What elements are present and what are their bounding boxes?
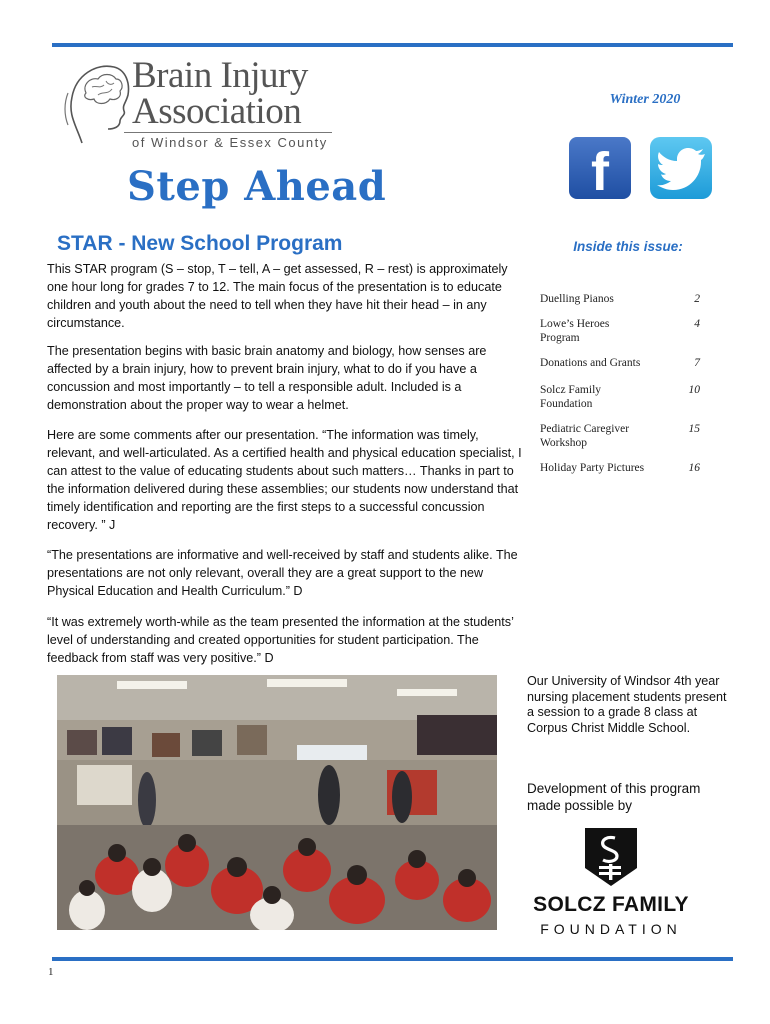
paragraph-1: This STAR program (S – stop, T – tell, A – get assessed, R – rest) is approximately one hour long for grades 7 to 12. The main focus of the presentation is to educate children and youth about the need to tell when they have hit their head – in any circumstance. <box>47 262 508 330</box>
toc-item-label: Holiday Party Pictures <box>540 462 645 474</box>
paragraph-5: “It was extremely worth-while as the team presented the information at the students’ level of understanding and created opportunities for student participation. The feedback from staff was very positive.” D <box>47 615 514 665</box>
toc-item-page: 2 <box>694 293 700 305</box>
toc-item-page: 15 <box>688 423 700 435</box>
table-of-contents <box>540 292 710 475</box>
toc-item-label: Pediatric Caregiver Workshop <box>540 423 630 449</box>
toc-item[interactable] <box>540 292 710 306</box>
paragraph-3: Here are some comments after our presentation. “The information was timely, relevant, and well-articulated. As a certified health and physical education specialist, I can attest to the value of educating students about such matters… Thanks in part to the information delivered during these assemblies; our students now understand that timely identification and reporting are the first steps to a successful concussion recovery. ” J <box>47 428 522 532</box>
sponsor-name: SOLCZ FAMILY <box>533 893 689 916</box>
sponsor-sub: FOUNDATION <box>540 921 682 937</box>
toc-item-label: Solcz Family Foundation <box>540 384 602 410</box>
logo-line2: Association <box>132 91 302 132</box>
solcz-foundation-logo-mark <box>585 828 637 886</box>
toc-item-label: Duelling Pianos <box>540 293 614 305</box>
toc-item-page: 7 <box>694 357 700 369</box>
logo-line1: Brain Injury <box>132 55 308 96</box>
toc-item[interactable] <box>540 383 710 411</box>
toc-item-page: 4 <box>694 318 700 330</box>
issue-date: Winter 2020 <box>609 92 681 107</box>
inside-issue-heading: Inside this issue: <box>573 239 683 254</box>
toc-item-label: Donations and Grants <box>540 357 641 369</box>
newsletter-title: Step Ahead <box>127 163 387 210</box>
paragraph-4: “The presentations are informative and well-received by staff and students alike. The presentations are not only relevant, overall they are a great support to the new Physical Education and Health Curriculum.” D <box>47 548 518 598</box>
toc-item-page: 10 <box>688 384 700 396</box>
twitter-icon[interactable] <box>650 137 712 199</box>
facebook-icon[interactable]: f <box>569 137 631 199</box>
toc-item[interactable] <box>540 317 710 345</box>
logo-rule <box>124 132 332 133</box>
bottom-rule <box>52 957 733 961</box>
toc-item[interactable] <box>540 422 710 450</box>
toc-item[interactable] <box>540 356 710 370</box>
development-text: Development of this program made possible by <box>527 781 701 813</box>
toc-item[interactable] <box>540 461 710 475</box>
logo-line3: of Windsor & Essex County <box>132 135 328 150</box>
top-rule <box>52 43 733 47</box>
page-number: 1 <box>48 966 54 978</box>
article-heading: STAR - New School Program <box>57 232 343 255</box>
classroom-photo <box>57 675 497 930</box>
association-logo <box>62 55 342 155</box>
photo-caption: Our University of Windsor 4th year nursing placement students present a session to a grade 8 class at Corpus Christ Middle School. <box>527 674 727 735</box>
toc-item-page: 16 <box>688 462 700 474</box>
toc-item-label: Lowe’s Heroes Program <box>540 318 610 344</box>
paragraph-2: The presentation begins with basic brain anatomy and biology, how senses are affected by a brain injury, how to prevent brain injury, what to do if you have a concussion and most importantly – to tell a responsible adult. Included is a demonstration about the proper way to wear a helmet. <box>47 344 487 412</box>
brain-head-icon <box>62 55 132 155</box>
